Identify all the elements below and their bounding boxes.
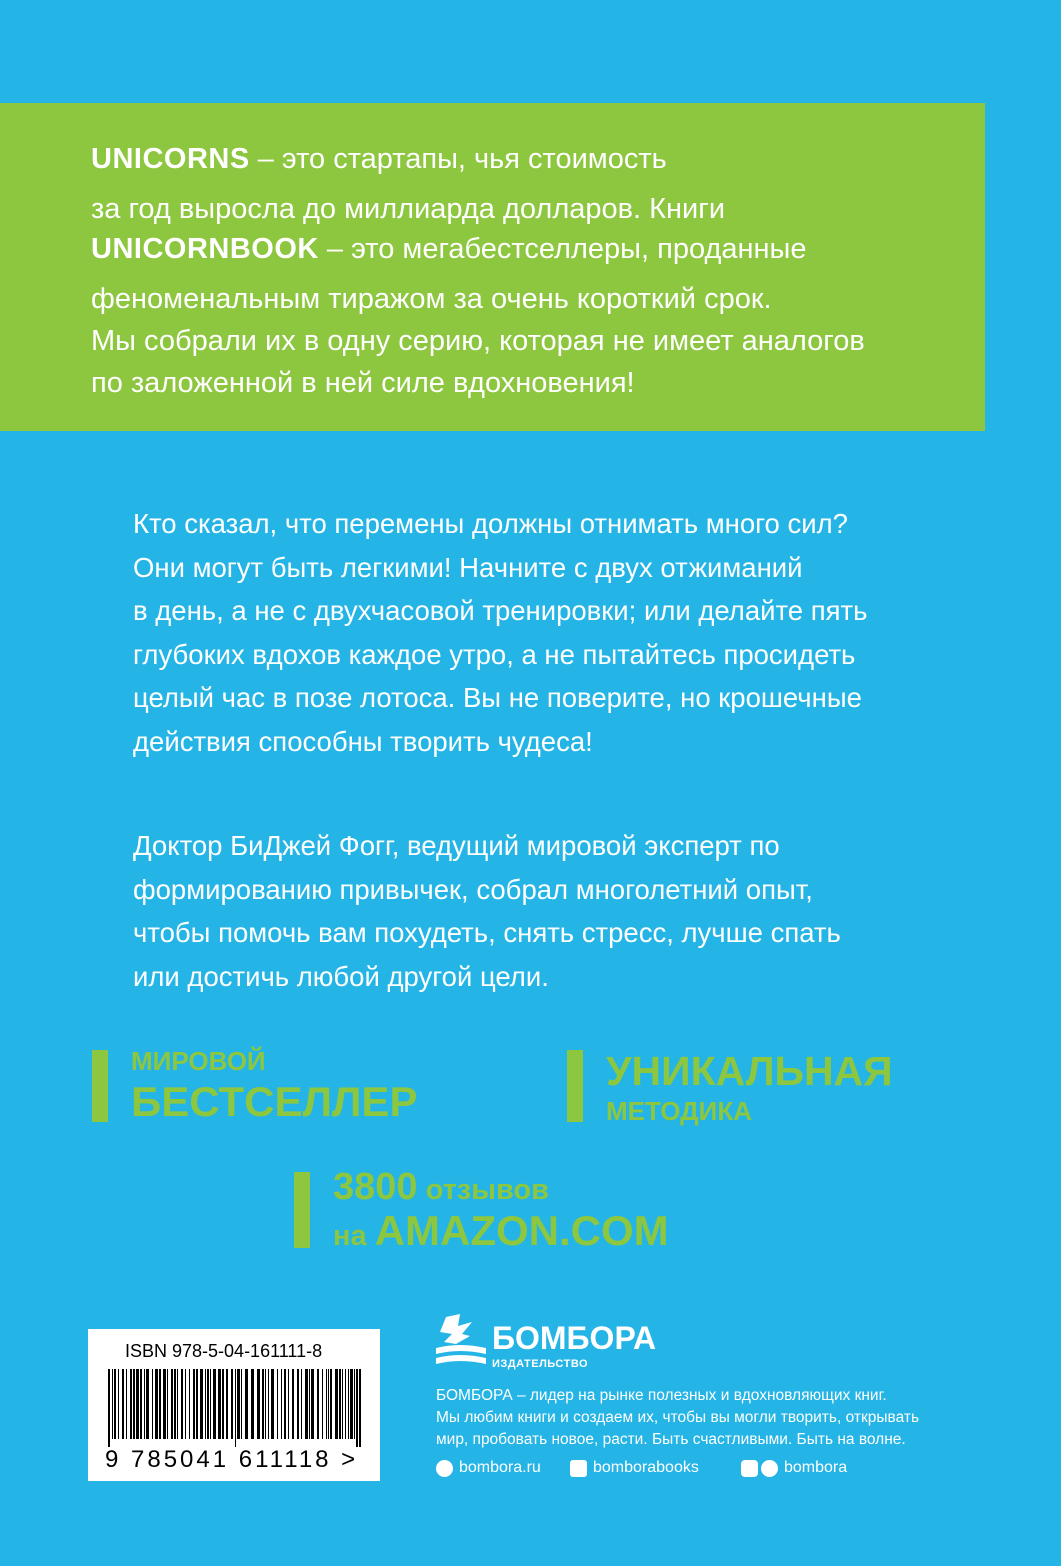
barcode-bar (356, 1369, 358, 1447)
barcode-bar (193, 1369, 195, 1439)
barcode-bar (167, 1369, 168, 1439)
para2-line: чтобы помочь вам похудеть, снять стресс, лучше спать (133, 917, 841, 948)
bestseller-badge-big: БЕСТСЕЛЛЕР (131, 1078, 418, 1125)
bestseller-badge-bar (92, 1050, 108, 1122)
site-link[interactable] (436, 1459, 541, 1477)
barcode-bar (213, 1369, 216, 1439)
barcode-bar (222, 1369, 224, 1439)
barcode-bar (144, 1369, 145, 1439)
barcode-bar (185, 1369, 186, 1439)
barcode-bar (265, 1369, 266, 1439)
barcode-bar (330, 1369, 332, 1439)
barcode-bar (277, 1369, 278, 1439)
barcode-bar (196, 1369, 198, 1439)
reviews-site: AMAZON.COM (374, 1207, 669, 1254)
reviews-on: на (333, 1220, 375, 1252)
barcode-bar (108, 1369, 110, 1447)
reviews-count: 3800 (333, 1166, 418, 1208)
barcode-bar (122, 1369, 124, 1439)
intro-line-1 (91, 143, 667, 176)
unicornbook-term: UNICORNBOOK (91, 233, 319, 265)
barcode-bar (152, 1369, 153, 1439)
barcode-bar (271, 1369, 274, 1439)
barcode-bar (345, 1369, 346, 1439)
para2-line: или достичь любой другой цели. (133, 960, 549, 992)
barcode-bar (288, 1369, 289, 1439)
unique-badge-big: УНИКАЛЬНАЯ (606, 1048, 893, 1094)
barcode-bar (112, 1369, 113, 1439)
para1-line: Они могут быть легкими! Начните с двух отжиманий (133, 551, 803, 583)
barcode-bar (245, 1369, 248, 1439)
barcode-bar (339, 1369, 341, 1439)
para1-line: Кто сказал, что перемены должны отнимать много сил? (133, 508, 848, 539)
intro-line-3 (91, 233, 807, 266)
barcode-bar (281, 1369, 282, 1439)
bestseller-badge-small: МИРОВОЙ (131, 1046, 266, 1076)
barcode-bar (210, 1369, 211, 1439)
barcode-bar (317, 1369, 319, 1439)
barcode-bar (322, 1369, 323, 1439)
vk-label: bomborabooks (593, 1459, 699, 1476)
reviews-badge-bar (294, 1172, 310, 1248)
intro-line-2: за год выросла до миллиарда долларов. Книги (91, 193, 726, 225)
bombora-logo-icon (432, 1312, 492, 1372)
barcode-bar (177, 1369, 178, 1439)
barcode-bar (348, 1369, 349, 1439)
barcode-bar (292, 1369, 294, 1439)
reviews-badge-line-1 (333, 1166, 549, 1209)
barcode-bar (309, 1369, 310, 1439)
barcode-bar (226, 1369, 228, 1439)
barcode-bar (218, 1369, 221, 1439)
barcode-bar (257, 1369, 260, 1439)
para1-line: действия способны творить чудеса! (133, 725, 593, 757)
description-paragraph-1 (133, 502, 867, 763)
barcode-bar (251, 1369, 254, 1439)
barcode-bar (359, 1369, 361, 1447)
unique-badge-small: МЕТОДИКА (606, 1096, 752, 1126)
barcode-bar (181, 1369, 183, 1439)
barcode-bar (189, 1369, 190, 1439)
barcode-bar (174, 1369, 176, 1439)
globe-icon (436, 1460, 453, 1477)
site-label: bombora.ru (459, 1459, 541, 1476)
barcode-bar (335, 1369, 338, 1439)
barcode-bar (136, 1369, 139, 1439)
barcode-bar (328, 1369, 329, 1439)
barcode-bar (301, 1369, 302, 1439)
intro-line-3-text: – это мегабестселлеры, проданные (318, 233, 807, 265)
barcode-bar (146, 1369, 149, 1439)
telegram-icon (761, 1460, 778, 1477)
reviews-badge-line-2 (333, 1207, 669, 1255)
isbn-label: ISBN 978-5-04-161111-8 (125, 1341, 323, 1361)
barcode-bar (163, 1369, 166, 1439)
unique-badge-bar (567, 1050, 583, 1122)
barcode-bar (159, 1369, 161, 1439)
tg-link[interactable] (741, 1459, 847, 1477)
barcode-bar (350, 1369, 353, 1439)
unicorns-term: UNICORNS (91, 143, 250, 175)
barcode-bar (140, 1369, 142, 1439)
barcode-bar (284, 1369, 286, 1439)
barcode-bar (133, 1369, 135, 1439)
barcode-bar (118, 1369, 119, 1439)
messenger-icon (741, 1460, 758, 1477)
publisher-desc-line-3: мир, пробовать новое, расти. Быть счастливыми. Быть на волне. (436, 1431, 906, 1448)
barcode-bar (231, 1369, 233, 1439)
publisher-logo-name: БОМБОРА (492, 1320, 657, 1356)
barcode-bar (241, 1369, 242, 1439)
barcode-bar (130, 1369, 132, 1439)
barcode-bar (126, 1369, 127, 1439)
barcode-bar (354, 1369, 355, 1439)
publisher-logo-sub: ИЗДАТЕЛЬСТВО (492, 1358, 589, 1370)
para2-line: формированию привычек, собрал многолетний опыт, (133, 873, 813, 905)
intro-line-1-text: – это стартапы, чья стоимость (249, 143, 667, 175)
para1-line: глубоких вдохов каждое утро, а не пытайтесь просидеть (133, 638, 856, 670)
intro-line-5: Мы собрали их в одну серию, которая не имеет аналогов (91, 325, 865, 357)
para1-line: целый час в позе лотоса. Вы не поверите, но крошечные (133, 682, 862, 713)
barcode-bar (326, 1369, 327, 1439)
para1-line: в день, а не с двухчасовой тренировки; или делайте пять (133, 595, 868, 626)
barcode-bar (342, 1369, 343, 1439)
barcode-bar (268, 1369, 269, 1439)
barcode-bar (207, 1369, 209, 1439)
publisher-desc-line-2: Мы любим книги и создаем их, чтобы вы могли творить, открывать (436, 1409, 920, 1426)
barcode-bar (114, 1369, 116, 1439)
barcode-bar (305, 1369, 308, 1439)
barcode-bar (297, 1369, 299, 1439)
barcode-bar (200, 1369, 203, 1439)
barcode-bar (235, 1369, 236, 1447)
barcode-bar (171, 1369, 173, 1439)
barcode-bar (262, 1369, 264, 1439)
barcode-bar (155, 1369, 158, 1439)
intro-line-6: по заложенной в ней силе вдохновения! (91, 367, 635, 399)
isbn-digits: 9 785041 611118 > (105, 1446, 359, 1473)
para2-line: Доктор БиДжей Фогг, ведущий мировой эксперт по (133, 830, 780, 861)
vk-link[interactable] (570, 1459, 699, 1477)
barcode-box (88, 1329, 380, 1481)
tg-label: bombora (784, 1459, 848, 1476)
barcode-bar (237, 1369, 240, 1439)
description-paragraph-2 (133, 824, 841, 998)
intro-line-4: феноменальным тиражом за очень короткий срок. (91, 283, 772, 315)
vk-icon (570, 1460, 587, 1477)
barcode-bar (311, 1369, 314, 1439)
barcode-bar (205, 1369, 206, 1439)
reviews-word: отзывов (417, 1174, 549, 1206)
publisher-desc-line-1: БОМБОРА – лидер на рынке полезных и вдохновляющих книг. (436, 1387, 887, 1404)
